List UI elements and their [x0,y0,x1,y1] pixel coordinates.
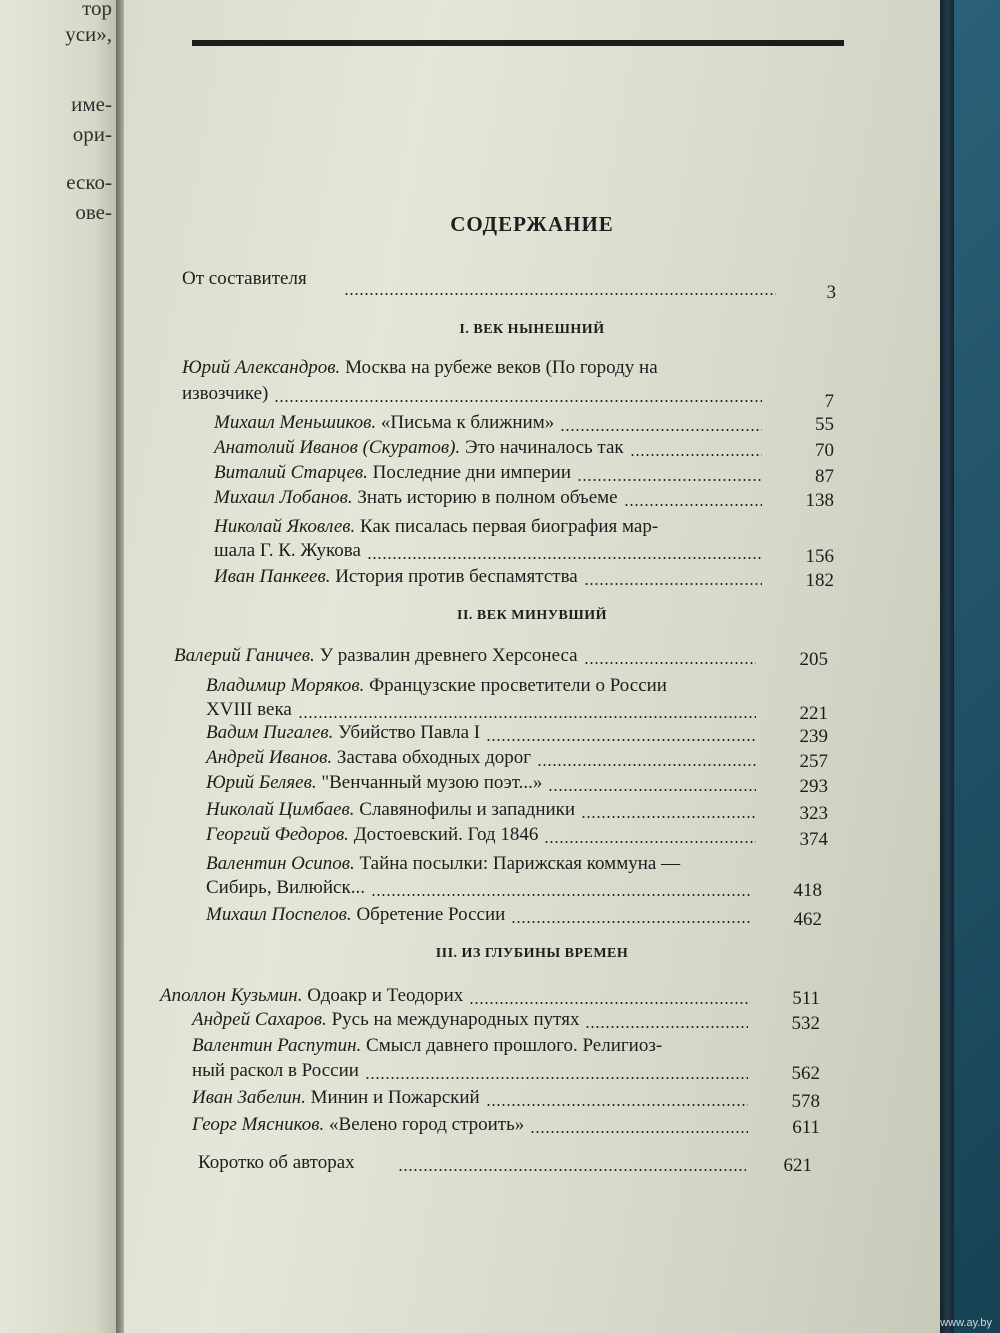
toc-title: Одоакр и Теодорих [307,985,464,1006]
toc-title: Славянофилы и западники [359,799,576,820]
toc-author: Иван Панкеев. [214,566,336,587]
toc-entry [206,875,365,901]
toc-title: Последние дни империи [372,462,572,483]
page-number: 462 [793,909,822,930]
toc-author: Аполлон Кузьмин. [160,985,308,1006]
toc-entry [182,266,307,292]
toc-entry [206,822,538,848]
page-number: 138 [805,490,834,511]
dot-leader [486,1104,748,1106]
toc-title: Знать историю в полном объеме [357,487,618,508]
toc-title: Это начиналось так [464,437,624,458]
dot-leader [469,1002,748,1004]
watermark: www.ay.by [940,1317,992,1329]
toc-author: Иван Забелин. [192,1087,311,1108]
toc-author: Георгий Федоров. [206,824,354,845]
toc-title: Сибирь, Вилюйск... [206,877,365,898]
dot-leader [511,921,750,923]
toc-entry [214,514,658,540]
dot-leader [365,1077,748,1079]
toc-title: извозчике) [182,383,269,404]
toc-entry [192,1112,524,1138]
toc-entry [206,851,680,877]
toc-title: Смысл давнего прошлого. Религиоз- [366,1035,663,1056]
toc-title: "Венчанный музою поэт...» [321,772,543,793]
page-number: 611 [792,1117,820,1138]
dot-leader [371,894,750,896]
toc-entry [206,673,667,699]
dot-leader [298,716,756,718]
book-cover-edge [938,0,954,1333]
toc-author: Анатолий Иванов (Скуратов). [214,437,465,458]
toc-title: Как писалась первая биография мар- [360,516,659,537]
toc-title: Москва на рубеже веков (По городу на [345,357,658,378]
page-number: 293 [799,776,828,797]
page-number: 87 [815,466,834,487]
dot-leader [581,816,756,818]
toc-entry [182,355,658,381]
toc-entry [192,1058,359,1084]
toc-entry [182,381,268,407]
toc-author: Валентин Осипов. [206,853,360,874]
dot-leader [584,583,762,585]
dot-leader [548,789,756,791]
dot-leader [486,739,756,741]
toc-title: Обретение России [356,904,506,925]
toc-author: Владимир Моряков. [206,675,370,696]
toc-entry [206,797,575,823]
page-number: 562 [791,1063,820,1084]
page-number: 532 [791,1013,820,1034]
left-page-text: ове- [75,200,112,224]
left-page-text: уси», [65,22,112,46]
toc-entry [198,1150,355,1176]
toc-title: Застава обходных дорог [336,747,532,768]
toc-entry [192,1085,480,1111]
toc-entry [206,720,480,746]
page-number: 7 [824,391,834,412]
left-page-text: име- [71,92,112,116]
left-page [0,0,118,1333]
toc-title: XVIII века [206,699,292,720]
page-number: 621 [783,1155,812,1176]
dot-leader [544,841,756,843]
toc-title: шала Г. К. Жукова [214,540,361,561]
toc-entry [192,1007,579,1033]
dot-leader [584,662,756,664]
toc-title: Убийство Павла I [338,722,481,743]
toc-page [124,0,940,1333]
toc-author: Михаил Поспелов. [206,904,357,925]
toc-entry [214,564,578,590]
toc-entry [214,410,554,436]
toc-title: Тайна посылки: Парижская коммуна — [359,853,681,874]
toc-title: От составителя [182,268,307,289]
toc-author: Валерий Ганичев. [174,645,320,666]
section-heading: I. ВЕК НЫНЕШНИЙ [459,322,605,337]
toc-author: Георг Мясников. [192,1114,330,1135]
page-number: 323 [799,803,828,824]
toc-title: История против беспамятства [335,566,578,587]
toc-entry [192,1033,662,1059]
toc-entry [214,538,361,564]
dot-leader [530,1131,748,1133]
page-number: 578 [791,1091,820,1112]
dot-leader [560,429,762,431]
page-number: 3 [826,282,836,303]
toc-entry [206,902,505,928]
dot-leader [344,293,776,295]
toc-title: Французские просветители о России [369,675,667,696]
toc-author: Юрий Беляев. [206,772,322,793]
toc-author: Валентин Распутин. [192,1035,367,1056]
toc-author: Михаил Меньшиков. [214,412,381,433]
toc-title: Достоевский. Год 1846 [353,824,539,845]
toc-entry [206,770,542,796]
page-number: 257 [799,751,828,772]
toc-entry [214,460,571,486]
toc-author: Виталий Старцев. [214,462,373,483]
toc-author: Юрий Александров. [182,357,346,378]
toc-author: Андрей Сахаров. [192,1009,332,1030]
header-rule [192,40,844,46]
toc-entry [174,643,578,669]
toc-entry [214,435,624,461]
toc-author: Андрей Иванов. [206,747,337,768]
page-number: 182 [805,570,834,591]
dot-leader [274,400,762,402]
left-page-text: ори- [72,122,112,146]
toc-author: Вадим Пигалев. [206,722,339,743]
toc-author: Николай Цимбаев. [206,799,360,820]
toc-title: У развалин древнего Херсонеса [319,645,578,666]
section-heading: II. ВЕК МИНУВШИЙ [457,608,607,623]
page-number: 511 [792,988,820,1009]
page-number: 418 [793,880,822,901]
toc-entry [214,485,618,511]
toc-entry [160,983,463,1009]
section-heading: III. ИЗ ГЛУБИНЫ ВРЕМЕН [435,946,629,961]
dot-leader [624,504,762,506]
toc-author: Михаил Лобанов. [214,487,358,508]
dot-leader [585,1026,748,1028]
toc-entry [206,745,531,771]
dot-leader [537,764,756,766]
page-title: СОДЕРЖАНИЕ [450,212,614,236]
toc-title: Коротко об авторах [198,1152,355,1173]
page-number: 205 [799,649,828,670]
toc-title: «Письма к ближним» [380,412,555,433]
left-page-text: тор [82,0,112,20]
left-page-text: еско- [66,170,112,194]
page-number: 221 [799,703,828,724]
toc-title: «Велено город строить» [329,1114,525,1135]
toc-title: Минин и Пожарский [310,1087,480,1108]
page-number: 239 [799,726,828,747]
dot-leader [630,454,762,456]
toc-author: Николай Яковлев. [214,516,361,537]
page-number: 156 [805,546,834,567]
dot-leader [367,557,762,559]
page-number: 70 [815,440,834,461]
page-number: 374 [799,829,828,850]
toc-title: Русь на международных путях [331,1009,580,1030]
page-number: 55 [815,414,834,435]
toc-title: ный раскол в России [192,1060,359,1081]
dot-leader [577,479,762,481]
dot-leader [398,1169,746,1171]
